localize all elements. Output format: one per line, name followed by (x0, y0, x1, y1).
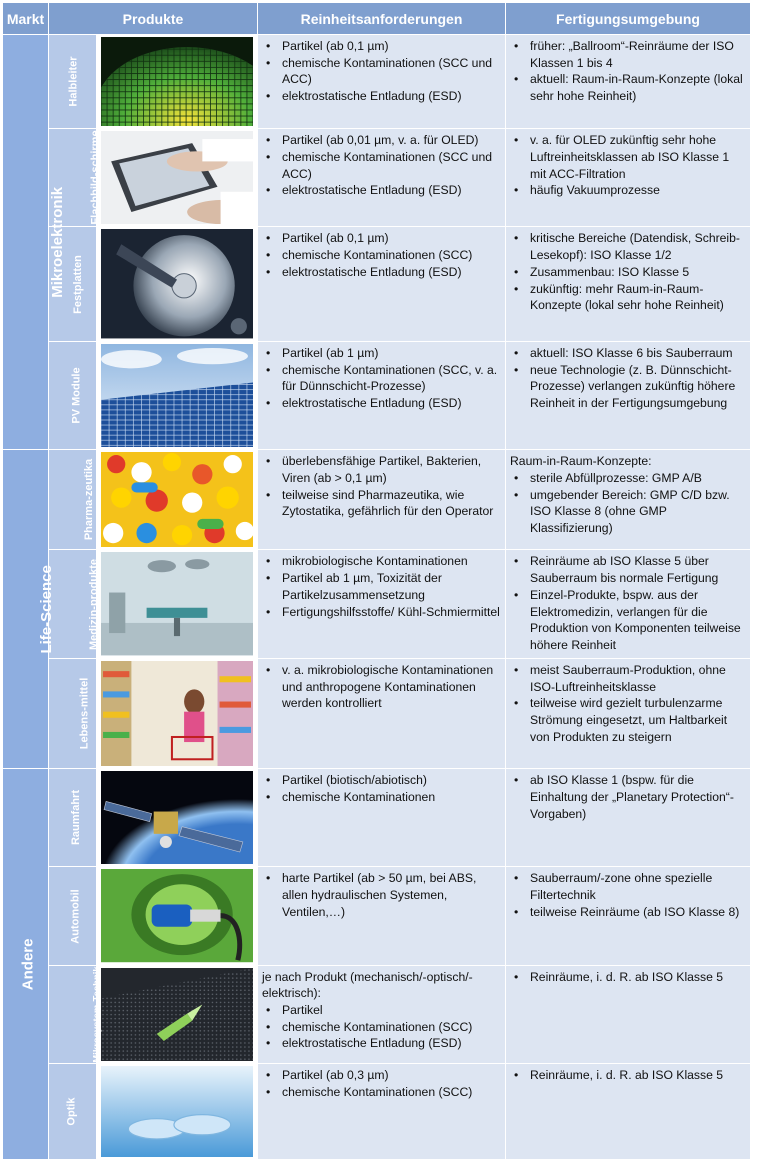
market-label: Life-Science (37, 564, 55, 654)
category-cell (49, 1063, 97, 1159)
environment-cell (506, 450, 751, 550)
product-image-cell (97, 1063, 258, 1159)
list-item: • Partikel (ab 0,1 µm) (262, 38, 501, 55)
list-item: • chemische Kontaminationen (SCC) (262, 1084, 501, 1101)
tablet-touch-image (101, 131, 253, 224)
table-row (3, 769, 751, 867)
header-fertigung: Fertigungsumgebung (506, 3, 751, 35)
category-label: Optik (66, 1097, 78, 1126)
market-label: Andere (19, 938, 37, 990)
table-row (3, 965, 751, 1063)
requirements-cell (258, 341, 506, 449)
list-item: • Sauberraum/-zone ohne spezielle Filtertechnik (510, 870, 746, 903)
list-item: • teilweise sind Pharmazeutika, wie Zytostatika, gefährlich für den Operator (262, 487, 501, 520)
table-row (3, 35, 751, 129)
table-row (3, 867, 751, 965)
environment-list (510, 969, 746, 986)
list-item: • chemische Kontaminationen (SCC) (262, 1019, 501, 1036)
product-image-cell (97, 341, 258, 449)
clean-room-table (2, 2, 751, 1160)
list-item: • chemische Kontaminationen (SCC und ACC) (262, 149, 501, 182)
environment-list (510, 230, 746, 314)
environment-list (510, 470, 746, 537)
list-item: • Fertigungshilfsstoffe/ Kühl-Schmiermittel (262, 604, 501, 621)
environment-list (510, 1067, 746, 1084)
requirements-cell (258, 1063, 506, 1159)
environment-cell (506, 769, 751, 867)
requirements-intro: je nach Produkt (mechanisch/-optisch/-elektrisch): (262, 969, 473, 1001)
environment-cell (506, 658, 751, 768)
product-image-cell (97, 769, 258, 867)
category-cell (49, 965, 103, 1063)
table-row (3, 341, 751, 449)
category-cell (49, 658, 97, 768)
list-item: • mikrobiologische Kontaminationen (262, 553, 501, 570)
header-row (3, 3, 751, 35)
category-cell (49, 341, 97, 449)
product-image-cell (97, 550, 258, 658)
market-label: Mikroelektronik (49, 186, 67, 298)
product-image-cell (97, 965, 258, 1063)
environment-list (510, 772, 746, 822)
contact-lenses-image (101, 1066, 253, 1157)
list-item: • chemische Kontaminationen (262, 789, 501, 806)
product-image-cell (97, 227, 258, 341)
category-label: Medizin-produkte (88, 558, 101, 650)
list-item: • chemische Kontaminationen (SCC und ACC) (262, 55, 501, 88)
list-item: • neue Technologie (z. B. Dünnschicht-Prozesse) verlangen zukünftig höhere Reinheit in der Fertigungsumgebung (510, 362, 746, 412)
requirements-cell (258, 450, 506, 550)
product-image-cell (97, 658, 258, 768)
supermarket-image (101, 661, 253, 766)
category-cell (49, 35, 97, 129)
requirements-cell (258, 227, 506, 341)
requirements-cell (258, 769, 506, 867)
header-produkte: Produkte (49, 3, 258, 35)
requirements-cell (258, 129, 506, 227)
list-item: • Reinräume, i. d. R. ab ISO Klasse 5 (510, 969, 746, 986)
list-item: • Partikel (ab 1 µm) (262, 345, 501, 362)
list-item: • chemische Kontaminationen (SCC) (262, 247, 501, 264)
environment-list (510, 345, 746, 412)
list-item: • früher: „Ballroom“-Reinräume der ISO Klassen 1 bis 4 (510, 38, 746, 71)
environment-cell (506, 129, 751, 227)
market-cell-life (3, 450, 55, 769)
list-item: • elektrostatische Entladung (ESD) (262, 1035, 501, 1052)
category-cell (49, 769, 97, 867)
category-label: Automobil (69, 888, 82, 944)
category-cell (49, 867, 97, 965)
list-item: • zukünftig: mehr Raum-in-Raum-Konzepte (lokal sehr hohe Reinheit) (510, 281, 746, 314)
environment-list (510, 38, 746, 105)
list-item: • harte Partikel (ab > 50 µm, bei ABS, allen hydraulischen Systemen, Ventilen,…) (262, 870, 501, 920)
list-item: • teilweise Reinräume (ab ISO Klasse 8) (510, 904, 746, 921)
list-item: • kritische Bereiche (Datendisk, Schreib-Lesekopf): ISO Klasse 1/2 (510, 230, 746, 263)
product-image-cell (97, 35, 258, 129)
environment-list (510, 132, 746, 199)
list-item: • Partikel (ab 0,3 µm) (262, 1067, 501, 1084)
table-row (3, 658, 751, 768)
product-image-cell (97, 450, 258, 550)
requirements-list (262, 38, 501, 105)
category-label: Pharma-zeutika (83, 459, 96, 541)
environment-cell (506, 341, 751, 449)
list-item: • teilweise wird gezielt turbulenzarme Strömung eingesetzt, um Haltbarkeit von Produkten zu steigern (510, 695, 746, 745)
requirements-cell (258, 550, 506, 658)
list-item: • elektrostatische Entladung (ESD) (262, 395, 501, 412)
requirements-list (262, 1002, 501, 1052)
requirements-list (262, 662, 501, 712)
product-image-cell (97, 867, 258, 965)
environment-cell (506, 867, 751, 965)
environment-cell (506, 965, 751, 1063)
category-label: Flachbild-schirme (89, 130, 102, 225)
requirements-cell (258, 658, 506, 768)
requirements-list (262, 772, 501, 805)
list-item: • Partikel (ab 0,1 µm) (262, 230, 501, 247)
header-markt: Markt (3, 3, 49, 35)
list-item: • Partikel (biotisch/abiotisch) (262, 772, 501, 789)
list-item: • Partikel (ab 0,01 µm, v. a. für OLED) (262, 132, 501, 149)
requirements-list (262, 132, 501, 199)
list-item: • elektrostatische Entladung (ESD) (262, 182, 501, 199)
category-label: Lebens-mittel (78, 677, 91, 750)
category-label: PV Module (70, 367, 83, 424)
table-row (3, 129, 751, 227)
category-label: Mikrosystem-Technik (91, 965, 103, 1063)
list-item: • aktuell: ISO Klasse 6 bis Sauberraum (510, 345, 746, 362)
list-item: • Partikel ab 1 µm, Toxizität der Partikelzusammensetzung (262, 570, 501, 603)
table-row (3, 227, 751, 341)
list-item: • Partikel (262, 1002, 501, 1019)
list-item: • Einzel-Produkte, bspw. aus der Elektromedizin, verlangen für die Produktion von Komponenten teilweise höhere Reinheit (510, 587, 746, 654)
requirements-list (262, 870, 501, 920)
table-row (3, 1063, 751, 1159)
market-cell-mikro (3, 35, 67, 450)
list-item: • sterile Abfüllprozesse: GMP A/B (510, 470, 746, 487)
requirements-cell (258, 35, 506, 129)
product-image-cell (97, 129, 258, 227)
list-item: • elektrostatische Entladung (ESD) (262, 264, 501, 281)
requirements-cell (258, 867, 506, 965)
list-item: • überlebensfähige Partikel, Bakterien, Viren (ab > 0,1 µm) (262, 453, 501, 486)
charging-plug-image (101, 869, 253, 962)
list-item: • aktuell: Raum-in-Raum-Konzepte (lokal sehr hohe Reinheit) (510, 71, 746, 104)
silicon-wafer-image (101, 37, 253, 126)
environment-cell (506, 35, 751, 129)
microchip-needle-image (101, 968, 253, 1061)
requirements-list (262, 1067, 501, 1100)
pills-image (101, 452, 253, 547)
header-reinheit: Reinheitsanforderungen (258, 3, 506, 35)
list-item: • v. a. für OLED zukünftig sehr hohe Luftreinheitsklassen ab ISO Klasse 1 mit ACC-Filtration (510, 132, 746, 182)
category-cell (49, 450, 97, 550)
hard-disk-image (101, 229, 253, 338)
list-item: • v. a. mikrobiologische Kontaminationen und anthropogene Kontaminationen werden kontrolliert (262, 662, 501, 712)
environment-cell (506, 1063, 751, 1159)
list-item: • Reinräume, i. d. R. ab ISO Klasse 5 (510, 1067, 746, 1084)
list-item: • umgebender Bereich: GMP C/D bzw. ISO Klasse 8 (ohne GMP Klassifizierung) (510, 487, 746, 537)
environment-intro: Raum-in-Raum-Konzepte: (510, 454, 652, 469)
category-cell (49, 550, 101, 658)
solar-panels-image (101, 344, 253, 447)
environment-list (510, 662, 746, 746)
category-label: Raumfahrt (70, 790, 83, 846)
requirements-list (262, 553, 501, 620)
list-item: • häufig Vakuumprozesse (510, 182, 746, 199)
list-item: • meist Sauberraum-Produktion, ohne ISO-Luftreinheitsklasse (510, 662, 746, 695)
environment-list (510, 870, 746, 920)
requirements-list (262, 345, 501, 412)
requirements-cell (258, 965, 506, 1063)
category-label: Festplatten (71, 254, 84, 314)
requirements-list (262, 453, 501, 520)
environment-list (510, 553, 746, 653)
list-item: • Reinräume ab ISO Klasse 5 über Sauberraum bis normale Fertigung (510, 553, 746, 586)
market-cell-andere (3, 769, 49, 1160)
satellite-image (101, 771, 253, 864)
table-row (3, 550, 751, 658)
requirements-list (262, 230, 501, 280)
list-item: • chemische Kontaminationen (SCC, v. a. für Dünnschicht-Prozesse) (262, 362, 501, 395)
operating-room-image (101, 552, 253, 655)
environment-cell (506, 227, 751, 341)
list-item: • ab ISO Klasse 1 (bspw. für die Einhaltung der „Planetary Protection“-Vorgaben) (510, 772, 746, 822)
category-label: Halbleiter (67, 56, 80, 107)
list-item: • elektrostatische Entladung (ESD) (262, 88, 501, 105)
list-item: • Zusammenbau: ISO Klasse 5 (510, 264, 746, 281)
environment-cell (506, 550, 751, 658)
table-row (3, 450, 751, 550)
